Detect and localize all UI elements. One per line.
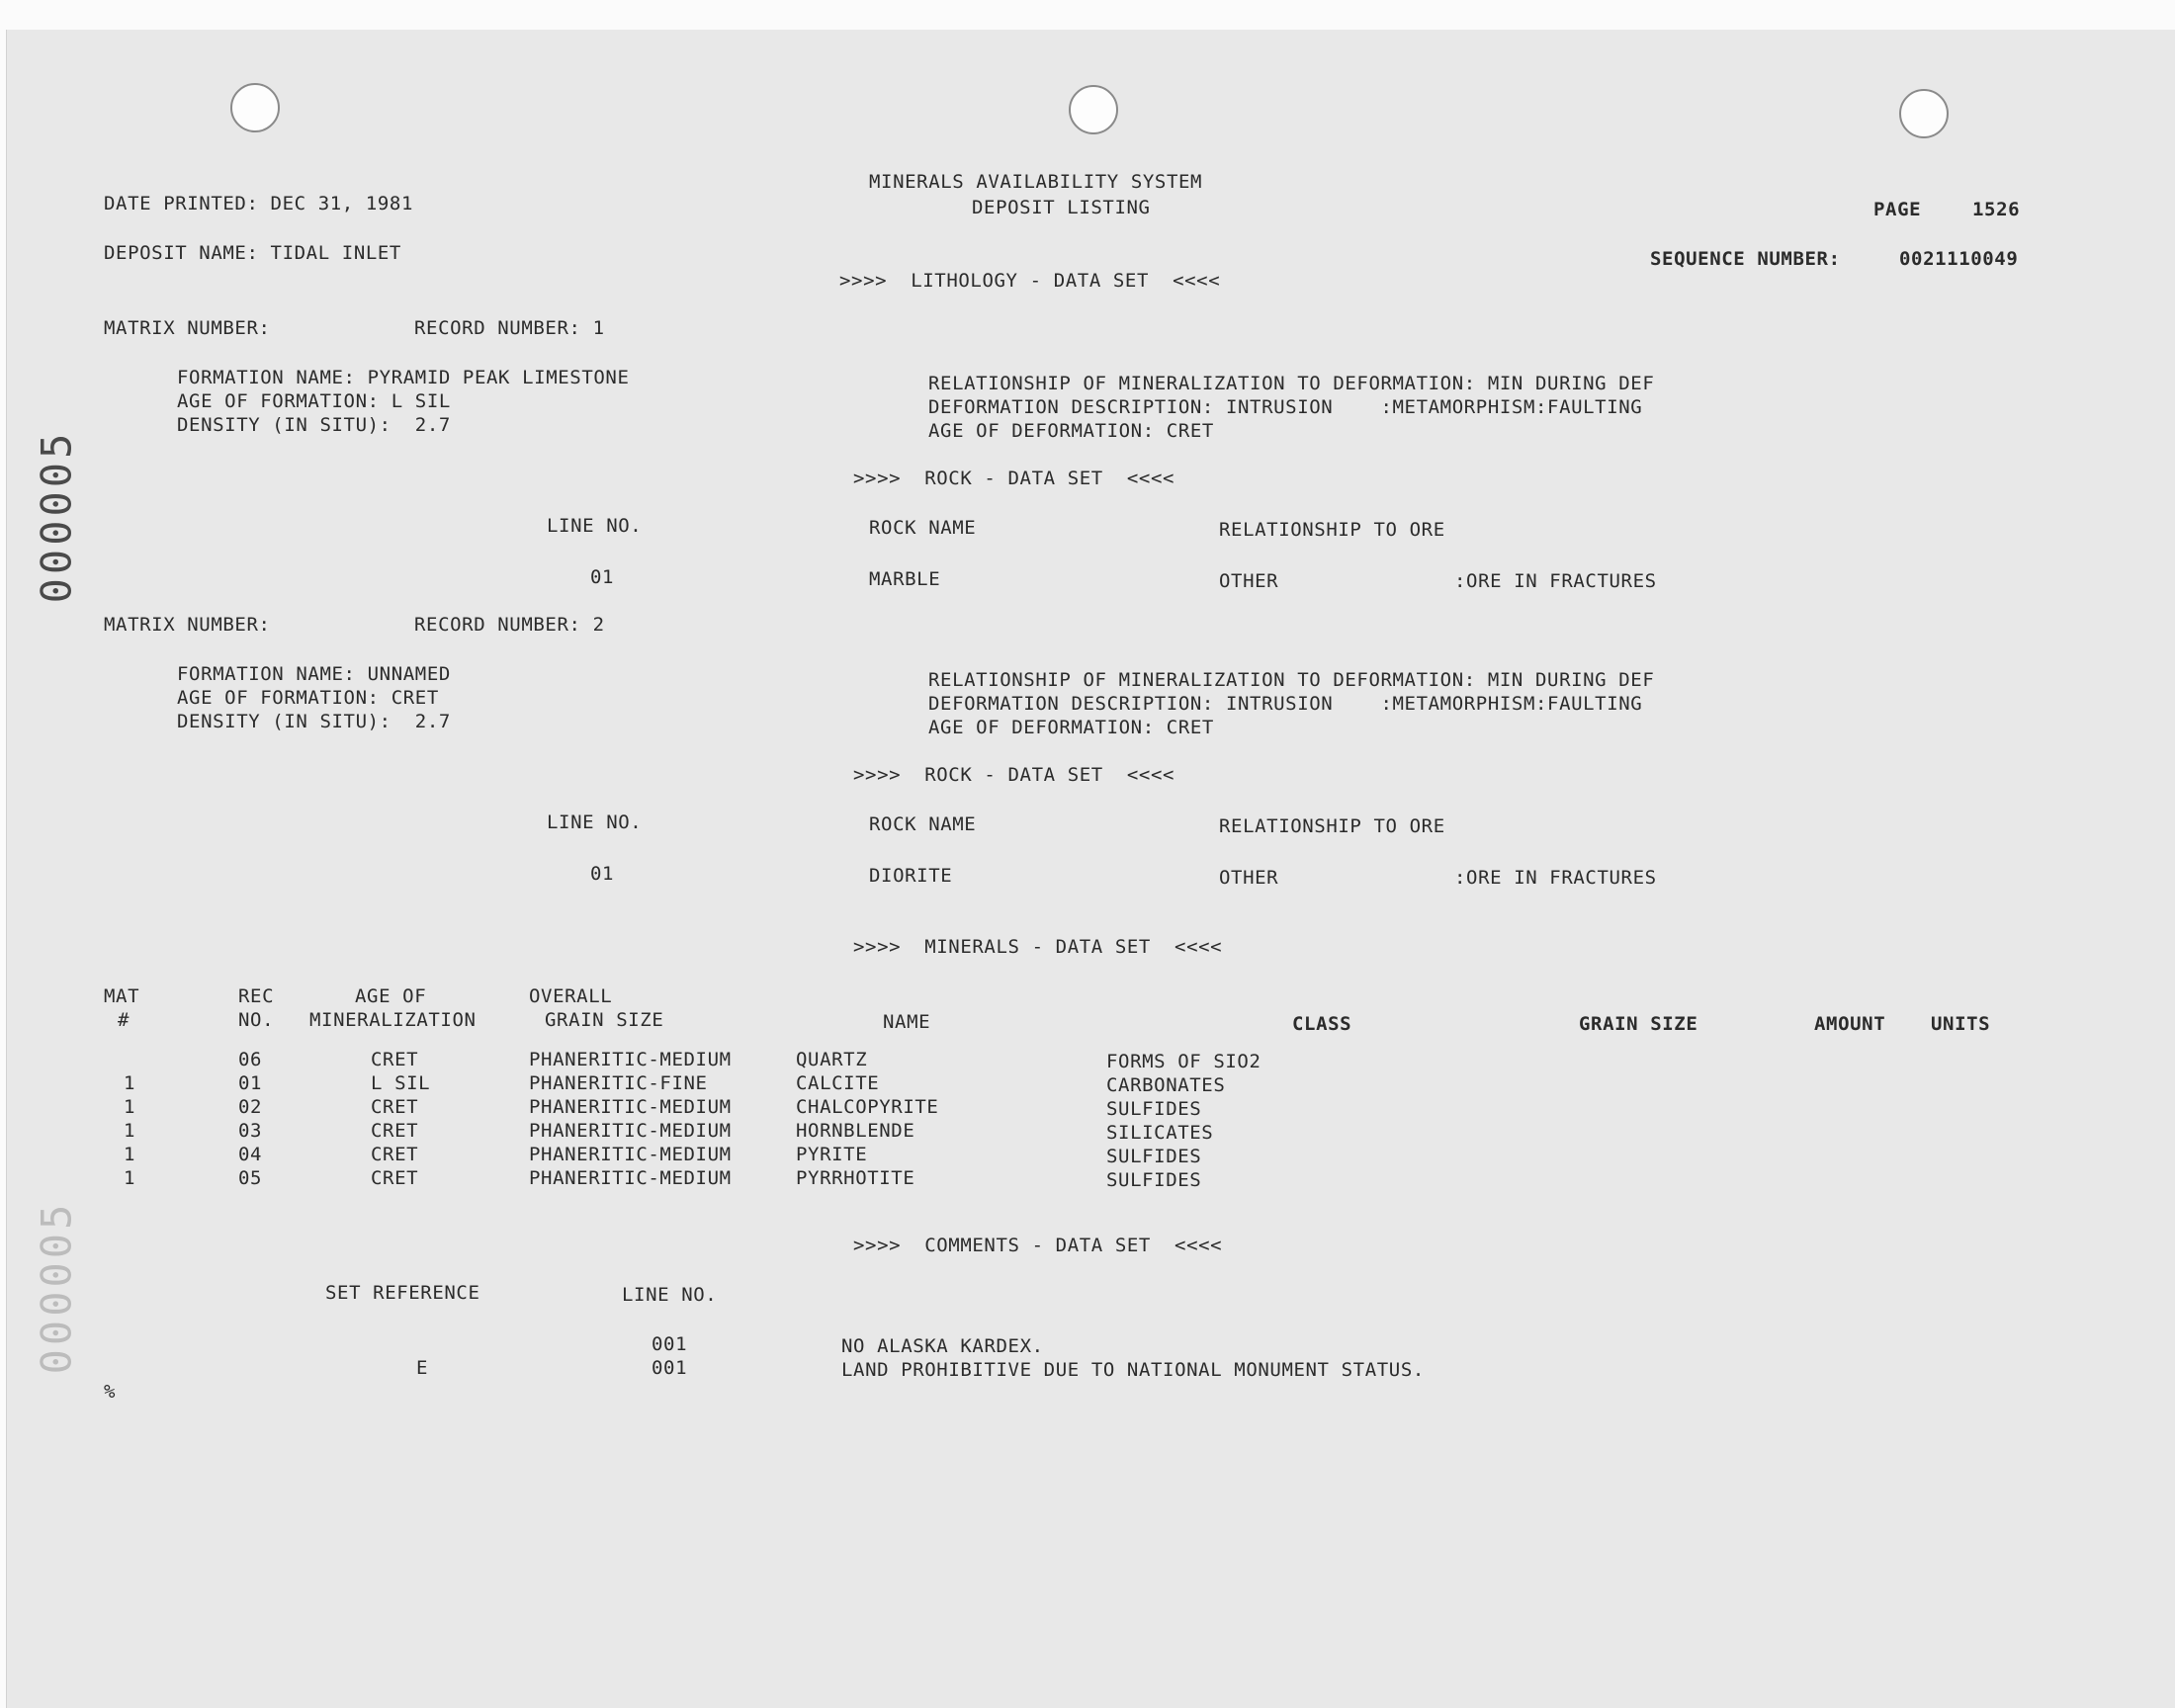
record-2-age-of-deformation: AGE OF DEFORMATION: CRET — [928, 717, 1214, 738]
mineral-grain: PHANERITIC-MEDIUM — [529, 1096, 732, 1118]
mineral-age: L SIL — [371, 1072, 431, 1094]
lithology-title: >>>> LITHOLOGY - DATA SET <<<< — [839, 270, 1221, 292]
printout-sheet — [6, 30, 2175, 1708]
mineral-class: SILICATES — [1106, 1122, 1214, 1144]
record-2-density: DENSITY (IN SITU): 2.7 — [177, 711, 451, 732]
punch-hole-left — [230, 83, 280, 132]
comment-set-reference: E — [416, 1357, 429, 1379]
comment-line-no: 001 — [652, 1333, 688, 1355]
mineral-age: CRET — [371, 1096, 419, 1118]
record-1-rock-header-relationship: RELATIONSHIP TO ORE — [1219, 519, 1445, 541]
punch-hole-center — [1069, 85, 1118, 134]
record-1-age-of-deformation: AGE OF DEFORMATION: CRET — [928, 420, 1214, 442]
mineral-age: CRET — [371, 1049, 419, 1070]
system-title: MINERALS AVAILABILITY SYSTEM — [869, 171, 1203, 193]
comment-text: NO ALASKA KARDEX. — [841, 1335, 1044, 1357]
minerals-header-grain-size: GRAIN SIZE — [1579, 1013, 1698, 1035]
record-1-rock-note: :ORE IN FRACTURES — [1454, 570, 1657, 592]
comment-text: LAND PROHIBITIVE DUE TO NATIONAL MONUMENT STATUS. — [841, 1359, 1425, 1381]
mineral-grain: PHANERITIC-FINE — [529, 1072, 708, 1094]
record-1-rock-name: MARBLE — [869, 568, 941, 590]
record-2-rock-title: >>>> ROCK - DATA SET <<<< — [853, 764, 1175, 786]
mineral-name: CALCITE — [796, 1072, 880, 1094]
record-2-age-of-formation: AGE OF FORMATION: CRET — [177, 687, 439, 709]
mineral-grain: PHANERITIC-MEDIUM — [529, 1167, 732, 1189]
mineral-grain: PHANERITIC-MEDIUM — [529, 1049, 732, 1070]
comments-header-set-reference: SET REFERENCE — [325, 1282, 480, 1304]
record-2-rock-relationship: OTHER — [1219, 867, 1279, 889]
deposit-name: DEPOSIT NAME: TIDAL INLET — [104, 242, 401, 264]
minerals-header-mat-hash: # — [118, 1009, 130, 1031]
record-1-rock-title: >>>> ROCK - DATA SET <<<< — [853, 468, 1175, 489]
record-1-density: DENSITY (IN SITU): 2.7 — [177, 414, 451, 436]
mineral-mat: 1 — [124, 1120, 136, 1142]
record-2-relationship: RELATIONSHIP OF MINERALIZATION TO DEFORMATION: MIN DURING DEF — [928, 669, 1655, 691]
comments-header-line-no: LINE NO. — [622, 1284, 718, 1306]
mineral-name: HORNBLENDE — [796, 1120, 915, 1142]
record-2-rock-line-no: 01 — [590, 863, 615, 885]
record-1-matrix: MATRIX NUMBER: — [104, 317, 271, 339]
record-2-formation-name: FORMATION NAME: UNNAMED — [177, 663, 451, 685]
record-2-matrix: MATRIX NUMBER: — [104, 614, 271, 636]
minerals-header-overall-grain-size: GRAIN SIZE — [545, 1009, 664, 1031]
mineral-rec: 05 — [238, 1167, 263, 1189]
mineral-mat: 1 — [124, 1167, 136, 1189]
record-1-number: RECORD NUMBER: 1 — [414, 317, 605, 339]
record-2-deformation-description: DEFORMATION DESCRIPTION: INTRUSION :METAMORPHISM:FAULTING — [928, 693, 1643, 715]
record-1-age-of-formation: AGE OF FORMATION: L SIL — [177, 390, 451, 412]
comments-title: >>>> COMMENTS - DATA SET <<<< — [853, 1235, 1223, 1256]
record-1-relationship: RELATIONSHIP OF MINERALIZATION TO DEFORMATION: MIN DURING DEF — [928, 373, 1655, 394]
record-2-rock-header-relationship: RELATIONSHIP TO ORE — [1219, 815, 1445, 837]
sequence-label: SEQUENCE NUMBER: — [1650, 248, 1841, 270]
comment-line-no: 001 — [652, 1357, 688, 1379]
minerals-title: >>>> MINERALS - DATA SET <<<< — [853, 936, 1223, 958]
listing-title: DEPOSIT LISTING — [972, 197, 1151, 218]
record-1-rock-relationship: OTHER — [1219, 570, 1279, 592]
mineral-mat: 1 — [124, 1096, 136, 1118]
record-2-rock-name: DIORITE — [869, 865, 953, 887]
mineral-name: PYRRHOTITE — [796, 1167, 915, 1189]
record-1-rock-line-no: 01 — [590, 566, 615, 588]
minerals-header-rec-no: NO. — [238, 1009, 275, 1031]
minerals-header-overall: OVERALL — [529, 985, 613, 1007]
punch-hole-right — [1899, 89, 1949, 138]
mineral-class: SULFIDES — [1106, 1098, 1202, 1120]
page-number: 1526 — [1972, 199, 2021, 220]
mineral-class: FORMS OF SIO2 — [1106, 1051, 1262, 1072]
mineral-class: SULFIDES — [1106, 1146, 1202, 1167]
mineral-name: PYRITE — [796, 1144, 868, 1165]
mineral-rec: 06 — [238, 1049, 263, 1070]
end-mark: % — [104, 1381, 117, 1403]
minerals-header-mat: MAT — [104, 985, 140, 1007]
minerals-header-class: CLASS — [1292, 1013, 1352, 1035]
minerals-header-units: UNITS — [1931, 1013, 1991, 1035]
mineral-age: CRET — [371, 1144, 419, 1165]
record-2-rock-header-line-no: LINE NO. — [547, 811, 643, 833]
margin-id: 000005 — [32, 429, 81, 604]
minerals-header-rec: REC — [238, 985, 275, 1007]
record-2-rock-header-rock-name: ROCK NAME — [869, 813, 977, 835]
minerals-header-name: NAME — [883, 1011, 931, 1033]
record-2-number: RECORD NUMBER: 2 — [414, 614, 605, 636]
mineral-name: QUARTZ — [796, 1049, 868, 1070]
mineral-class: SULFIDES — [1106, 1169, 1202, 1191]
record-1-rock-header-line-no: LINE NO. — [547, 515, 643, 537]
mineral-grain: PHANERITIC-MEDIUM — [529, 1120, 732, 1142]
mineral-mat: 1 — [124, 1144, 136, 1165]
mineral-age: CRET — [371, 1167, 419, 1189]
mineral-rec: 03 — [238, 1120, 263, 1142]
mineral-rec: 01 — [238, 1072, 263, 1094]
mineral-grain: PHANERITIC-MEDIUM — [529, 1144, 732, 1165]
minerals-header-mineralization: MINERALIZATION — [309, 1009, 477, 1031]
mineral-rec: 04 — [238, 1144, 263, 1165]
mineral-rec: 02 — [238, 1096, 263, 1118]
mineral-age: CRET — [371, 1120, 419, 1142]
mineral-mat: 1 — [124, 1072, 136, 1094]
minerals-header-age: AGE OF — [355, 985, 427, 1007]
record-2-rock-note: :ORE IN FRACTURES — [1454, 867, 1657, 889]
margin-id-faint: 000005 — [32, 1200, 81, 1375]
sequence-number: 0021110049 — [1899, 248, 2019, 270]
minerals-header-amount: AMOUNT — [1814, 1013, 1886, 1035]
page-label: PAGE — [1873, 199, 1922, 220]
date-printed: DATE PRINTED: DEC 31, 1981 — [104, 193, 414, 214]
record-1-rock-header-rock-name: ROCK NAME — [869, 517, 977, 539]
record-1-formation-name: FORMATION NAME: PYRAMID PEAK LIMESTONE — [177, 367, 630, 388]
mineral-class: CARBONATES — [1106, 1074, 1226, 1096]
record-1-deformation-description: DEFORMATION DESCRIPTION: INTRUSION :METAMORPHISM:FAULTING — [928, 396, 1643, 418]
mineral-name: CHALCOPYRITE — [796, 1096, 939, 1118]
